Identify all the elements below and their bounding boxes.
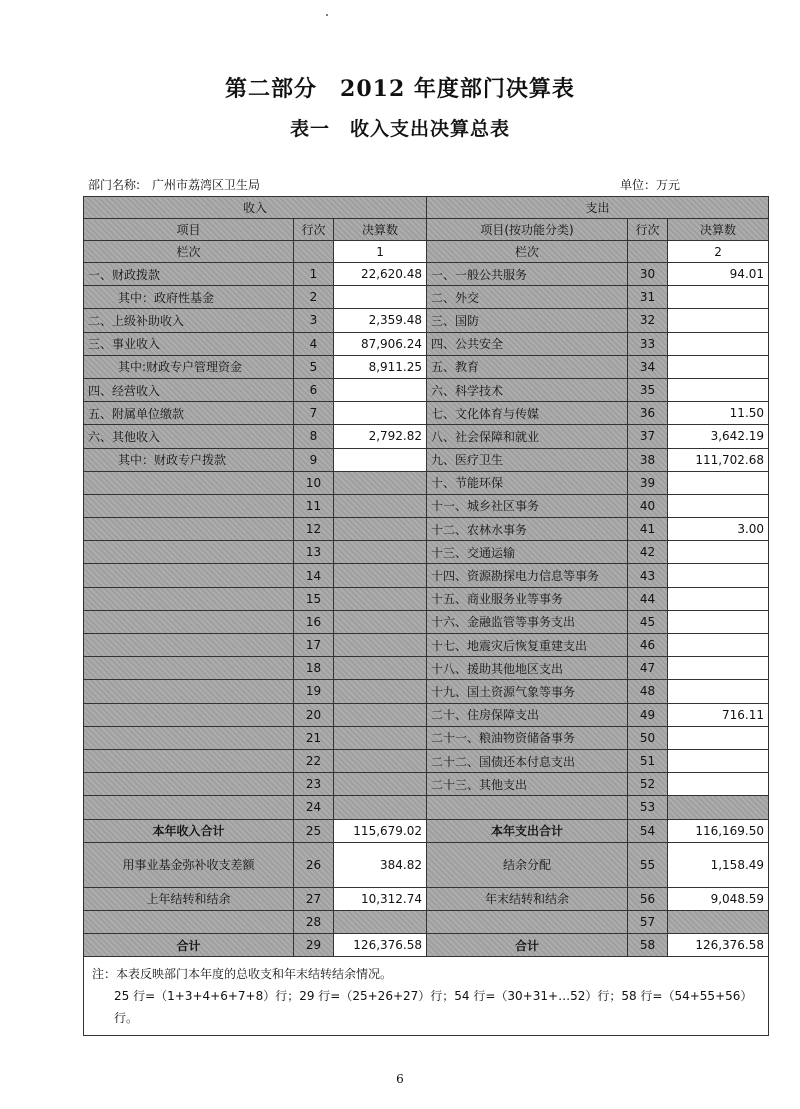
expense-item: 十、节能环保: [427, 471, 628, 494]
expense-item: 八、社会保障和就业: [427, 425, 628, 448]
table-row: [84, 610, 769, 633]
expense-amount: [668, 796, 769, 819]
income-row-number: 24: [294, 796, 334, 819]
expense-row-number: 38: [628, 448, 668, 471]
expense-row-number: 47: [628, 657, 668, 680]
income-amount: [334, 749, 427, 772]
income-amount-header: 决算数: [334, 219, 427, 241]
table-row: [84, 309, 769, 332]
income-total-row-number: 26: [294, 842, 334, 887]
header-row-column-numbers: [84, 241, 769, 263]
expense-item: 十二、农林水事务: [427, 518, 628, 541]
expense-total-row-number: 55: [628, 842, 668, 887]
table-row: [84, 471, 769, 494]
income-row-number: 14: [294, 564, 334, 587]
total-row: [84, 819, 769, 842]
income-amount: [334, 378, 427, 401]
expense-total-item: [427, 910, 628, 933]
expense-item: 六、科学技术: [427, 378, 628, 401]
income-row-number: 15: [294, 587, 334, 610]
income-total-amount: 126,376.58: [334, 934, 427, 957]
expense-amount: [668, 680, 769, 703]
expense-item: 二十、住房保障支出: [427, 703, 628, 726]
expense-total-item: 本年支出合计: [427, 819, 628, 842]
expense-row-number: 33: [628, 332, 668, 355]
income-amount: [334, 773, 427, 796]
income-row-number: 22: [294, 749, 334, 772]
expense-amount: [668, 610, 769, 633]
income-item: 六、其他收入: [84, 425, 294, 448]
income-amount: 8,911.25: [334, 355, 427, 378]
expense-row-number: 51: [628, 749, 668, 772]
expense-amount: [668, 726, 769, 749]
expense-item: 十九、国土资源气象等事务: [427, 680, 628, 703]
income-item: 一、财政拨款: [84, 263, 294, 286]
income-row-number: 18: [294, 657, 334, 680]
income-item: [84, 494, 294, 517]
expense-row-number: 35: [628, 378, 668, 401]
income-item: [84, 749, 294, 772]
expense-row-number: 46: [628, 634, 668, 657]
scan-dot: [326, 14, 328, 16]
income-item: 其中：政府性基金: [84, 286, 294, 309]
table-row: [84, 518, 769, 541]
expense-item: [427, 796, 628, 819]
income-item: [84, 610, 294, 633]
expense-item: 二十一、粮油物资储备事务: [427, 726, 628, 749]
income-section-header: 收入: [84, 197, 427, 219]
income-item: [84, 541, 294, 564]
header-row-columns: [84, 219, 769, 241]
expense-row-number: 50: [628, 726, 668, 749]
table-row: [84, 494, 769, 517]
income-total-item: 本年收入合计: [84, 819, 294, 842]
expense-total-item: 结余分配: [427, 842, 628, 887]
income-total-row-number: 27: [294, 887, 334, 910]
unit-label: 单位：万元: [620, 178, 681, 192]
expense-total-row-number: 54: [628, 819, 668, 842]
income-col-label: 栏次: [84, 241, 294, 263]
expense-row-number: 42: [628, 541, 668, 564]
income-amount: [334, 564, 427, 587]
income-total-row-number: 25: [294, 819, 334, 842]
expense-row-number: 31: [628, 286, 668, 309]
income-item: 其中:财政专户管理资金: [84, 355, 294, 378]
expense-item: 三、国防: [427, 309, 628, 332]
income-total-item: 上年结转和结余: [84, 887, 294, 910]
expense-amount: [668, 541, 769, 564]
income-row-number: 4: [294, 332, 334, 355]
expense-total-amount: [668, 910, 769, 933]
income-item: [84, 634, 294, 657]
expense-item: 十三、交通运输: [427, 541, 628, 564]
table-row: [84, 564, 769, 587]
income-amount: [334, 518, 427, 541]
expense-amount: [668, 494, 769, 517]
expense-amount: [668, 378, 769, 401]
table-row: [84, 703, 769, 726]
income-row-number: 6: [294, 378, 334, 401]
total-row: [84, 887, 769, 910]
expense-amount: [668, 634, 769, 657]
expense-amount: [668, 587, 769, 610]
table-row: [84, 263, 769, 286]
budget-summary-table: [83, 196, 769, 1036]
income-col-blank: [294, 241, 334, 263]
table-row: [84, 796, 769, 819]
income-row-number: 10: [294, 471, 334, 494]
expense-total-row-number: 57: [628, 910, 668, 933]
income-item: 四、经营收入: [84, 378, 294, 401]
income-amount: [334, 471, 427, 494]
income-row-number: 13: [294, 541, 334, 564]
table-row: [84, 634, 769, 657]
income-row-number: 5: [294, 355, 334, 378]
expense-item: 五、教育: [427, 355, 628, 378]
table-row: [84, 726, 769, 749]
expense-row-number: 41: [628, 518, 668, 541]
expense-col-label: 栏次: [427, 241, 628, 263]
expense-item: 十一、城乡社区事务: [427, 494, 628, 517]
expense-amount: [668, 564, 769, 587]
income-item: 其中：财政专户拨款: [84, 448, 294, 471]
income-row-number: 16: [294, 610, 334, 633]
department-label: 部门名称: 广州市荔湾区卫生局: [88, 178, 261, 192]
expense-item: 七、文化体育与传媒: [427, 402, 628, 425]
page-number: 6: [396, 1072, 404, 1086]
income-total-item: [84, 910, 294, 933]
expense-total-amount: 9,048.59: [668, 887, 769, 910]
expense-total-row-number: 56: [628, 887, 668, 910]
income-total-amount: 115,679.02: [334, 819, 427, 842]
expense-item: 一、一般公共服务: [427, 263, 628, 286]
expense-section-header: 支出: [427, 197, 769, 219]
income-row-number: 12: [294, 518, 334, 541]
expense-total-item: 年末结转和结余: [427, 887, 628, 910]
income-item: 二、上级补助收入: [84, 309, 294, 332]
expense-total-amount: 126,376.58: [668, 934, 769, 957]
note-formula-line: 25 行=（1+3+4+6+7+8）行；29 行=（25+26+27）行；54 行=（30+31+…52）行；58 行=（54+55+56）行。: [114, 989, 753, 1026]
expense-item: 十四、资源勘探电力信息等事务: [427, 564, 628, 587]
expense-row-number: 34: [628, 355, 668, 378]
expense-row-number: 40: [628, 494, 668, 517]
income-amount: 87,906.24: [334, 332, 427, 355]
expense-item-header: 项目(按功能分类): [427, 219, 628, 241]
table-row: [84, 657, 769, 680]
income-item: [84, 703, 294, 726]
income-row-number: 9: [294, 448, 334, 471]
income-item: [84, 680, 294, 703]
income-item: [84, 587, 294, 610]
income-row-number: 7: [294, 402, 334, 425]
table-row: [84, 680, 769, 703]
expense-row-number: 48: [628, 680, 668, 703]
header-row-sections: [84, 197, 769, 219]
income-item-header: 项目: [84, 219, 294, 241]
expense-item: 九、医疗卫生: [427, 448, 628, 471]
income-total-amount: 384.82: [334, 842, 427, 887]
income-amount: [334, 494, 427, 517]
expense-item: 十六、金融监管等事务支出: [427, 610, 628, 633]
expense-row-number: 30: [628, 263, 668, 286]
expense-item: 二十二、国债还本付息支出: [427, 749, 628, 772]
expense-rowno-header: 行次: [628, 219, 668, 241]
income-item: [84, 726, 294, 749]
income-amount: [334, 796, 427, 819]
income-item: 五、附属单位缴款: [84, 402, 294, 425]
table-row: [84, 587, 769, 610]
expense-amount: [668, 749, 769, 772]
income-amount: [334, 634, 427, 657]
income-row-number: 1: [294, 263, 334, 286]
income-amount: 2,359.48: [334, 309, 427, 332]
expense-row-number: 32: [628, 309, 668, 332]
income-total-row-number: 29: [294, 934, 334, 957]
table-title: 表一 收入支出决算总表: [289, 118, 510, 140]
income-amount: [334, 541, 427, 564]
expense-amount: 111,702.68: [668, 448, 769, 471]
expense-amount: 3.00: [668, 518, 769, 541]
expense-row-number: 43: [628, 564, 668, 587]
income-amount: [334, 680, 427, 703]
expense-item: 十五、商业服务业等事务: [427, 587, 628, 610]
table-row: [84, 286, 769, 309]
expense-amount: [668, 773, 769, 796]
expense-row-number: 53: [628, 796, 668, 819]
expense-total-row-number: 58: [628, 934, 668, 957]
table-row: [84, 448, 769, 471]
expense-amount: [668, 471, 769, 494]
total-row: [84, 842, 769, 887]
expense-row-number: 44: [628, 587, 668, 610]
expense-total-amount: 1,158.49: [668, 842, 769, 887]
total-row: [84, 910, 769, 933]
expense-amount: 11.50: [668, 402, 769, 425]
income-col-number: 1: [334, 241, 427, 263]
income-row-number: 21: [294, 726, 334, 749]
income-total-row-number: 28: [294, 910, 334, 933]
table-note: [84, 957, 769, 1036]
table-row: [84, 425, 769, 448]
income-row-number: 19: [294, 680, 334, 703]
expense-item: 四、公共安全: [427, 332, 628, 355]
income-amount: [334, 657, 427, 680]
expense-amount: 3,642.19: [668, 425, 769, 448]
note-line: 注：本表反映部门本年度的总收支和年末结转结余情况。: [92, 967, 393, 982]
table-row: [84, 355, 769, 378]
income-amount: [334, 448, 427, 471]
expense-row-number: 36: [628, 402, 668, 425]
expense-col-blank: [628, 241, 668, 263]
expense-item: 十七、地震灾后恢复重建支出: [427, 634, 628, 657]
income-amount: 2,792.82: [334, 425, 427, 448]
income-item: [84, 773, 294, 796]
expense-row-number: 45: [628, 610, 668, 633]
income-amount: [334, 286, 427, 309]
expense-amount: [668, 332, 769, 355]
income-amount: [334, 587, 427, 610]
income-item: [84, 471, 294, 494]
income-row-number: 3: [294, 309, 334, 332]
income-amount: [334, 726, 427, 749]
expense-amount-header: 决算数: [668, 219, 769, 241]
expense-amount: 716.11: [668, 703, 769, 726]
income-row-number: 23: [294, 773, 334, 796]
expense-row-number: 49: [628, 703, 668, 726]
page-title: 第二部分 2012 年度部门决算表: [225, 76, 575, 102]
income-total-item: 合计: [84, 934, 294, 957]
income-total-amount: 10,312.74: [334, 887, 427, 910]
expense-item: 十八、援助其他地区支出: [427, 657, 628, 680]
income-amount: [334, 402, 427, 425]
table-row: [84, 332, 769, 355]
expense-amount: [668, 286, 769, 309]
table-row: [84, 541, 769, 564]
income-item: [84, 796, 294, 819]
income-item: 三、事业收入: [84, 332, 294, 355]
expense-row-number: 52: [628, 773, 668, 796]
total-row: [84, 934, 769, 957]
income-row-number: 11: [294, 494, 334, 517]
expense-total-item: 合计: [427, 934, 628, 957]
income-total-amount: [334, 910, 427, 933]
expense-amount: [668, 657, 769, 680]
expense-col-number: 2: [668, 241, 769, 263]
expense-amount: [668, 309, 769, 332]
income-row-number: 8: [294, 425, 334, 448]
income-item: [84, 518, 294, 541]
income-row-number: 20: [294, 703, 334, 726]
income-rowno-header: 行次: [294, 219, 334, 241]
expense-amount: [668, 355, 769, 378]
table-row: [84, 402, 769, 425]
expense-item: 二十三、其他支出: [427, 773, 628, 796]
income-item: [84, 564, 294, 587]
income-item: [84, 657, 294, 680]
income-row-number: 17: [294, 634, 334, 657]
table-row: [84, 749, 769, 772]
expense-item: 二、外交: [427, 286, 628, 309]
expense-amount: 94.01: [668, 263, 769, 286]
income-amount: [334, 610, 427, 633]
income-total-item: 用事业基金弥补收支差额: [84, 842, 294, 887]
table-row: [84, 378, 769, 401]
note-row: [84, 957, 769, 1036]
expense-row-number: 37: [628, 425, 668, 448]
income-row-number: 2: [294, 286, 334, 309]
table-row: [84, 773, 769, 796]
income-amount: 22,620.48: [334, 263, 427, 286]
expense-total-amount: 116,169.50: [668, 819, 769, 842]
expense-row-number: 39: [628, 471, 668, 494]
income-amount: [334, 703, 427, 726]
